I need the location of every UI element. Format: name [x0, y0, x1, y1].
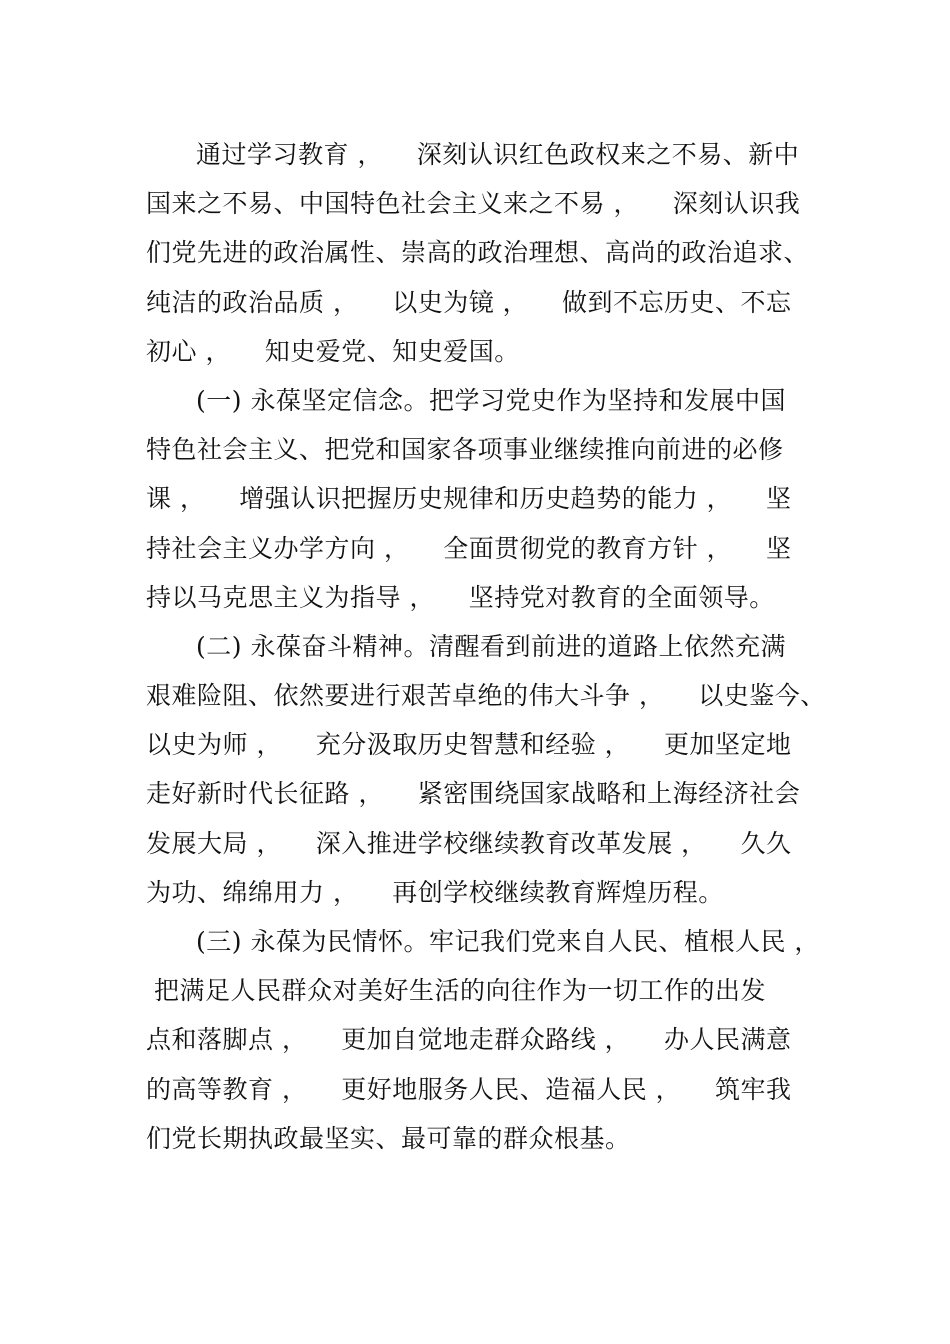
text-line: 以史为师 ， 充分汲取历史智慧和经验 ， 更加坚定地 [146, 730, 792, 760]
text-line: 们党长期执政最坚实、最可靠的群众根基。 [146, 1123, 631, 1153]
text-line: (一) 永葆坚定信念。把学习党史作为坚持和发展中国 [196, 385, 786, 415]
text-line: (三) 永葆为民情怀。牢记我们党来自人民、植根人民 ， [196, 927, 820, 956]
paragraph-intro [146, 130, 826, 376]
text-line: 把满足人民群众对美好生活的向往作为一切工作的出发 [154, 976, 767, 1006]
text-line: 通过学习教育 ， 深刻认识红色政权来之不易、新中 [196, 140, 800, 169]
text-line: 课 ， 增强认识把握历史规律和历史趋势的能力 ， 坚 [146, 484, 792, 514]
text-line: 初心 ， 知史爱党、知史爱国。 [146, 336, 520, 366]
text-line: 发展大局 ， 深入推进学校继续教育改革发展 ， 久久 [146, 828, 792, 858]
text-line: (二) 永葆奋斗精神。清醒看到前进的道路上依然充满 [196, 631, 786, 661]
paragraph-section-3 [146, 917, 826, 1163]
paragraph-section-1 [146, 376, 826, 622]
text-line: 走好新时代长征路 ， 紧密围绕国家战略和上海经济社会 [146, 779, 801, 809]
paragraph-section-2 [146, 622, 826, 917]
text-line: 国来之不易、中国特色社会主义来之不易 ， 深刻认识我 [146, 189, 801, 219]
text-line: 为功、绵绵用力 ， 再创学校继续教育辉煌历程。 [146, 877, 724, 907]
text-line: 点和落脚点 ， 更加自觉地走群众路线 ， 办人民满意 [146, 1025, 792, 1055]
text-line: 艰难险阻、依然要进行艰苦卓绝的伟大斗争 ， 以史鉴今、 [146, 681, 826, 711]
text-line: 纯洁的政治品质 ， 以史为镜 ， 做到不忘历史、不忘 [146, 287, 792, 317]
text-line: 特色社会主义、把党和国家各项事业继续推向前进的必修 [146, 435, 784, 465]
text-line: 们党先进的政治属性、崇高的政治理想、高尚的政治追求、 [146, 238, 810, 268]
text-line: 持社会主义办学方向 ， 全面贯彻党的教育方针 ， 坚 [146, 533, 792, 563]
text-line: 持以马克思主义为指导 ， 坚持党对教育的全面领导。 [146, 582, 775, 612]
document-body [146, 130, 826, 1163]
text-line: 的高等教育 ， 更好地服务人民、造福人民 ， 筑牢我 [146, 1074, 792, 1104]
